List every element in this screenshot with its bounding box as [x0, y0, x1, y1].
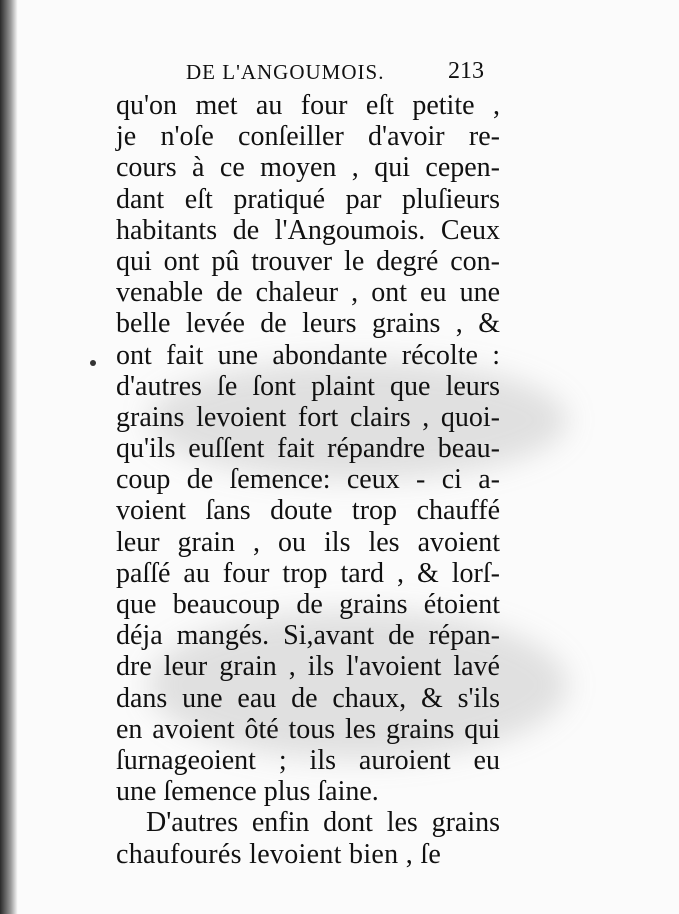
text-line: voient ſans doute trop chauffé: [116, 495, 500, 527]
text-line: grains levoient fort clairs , quoi-: [116, 401, 500, 433]
text-line: déja mangés. Si,avant de répan-: [116, 620, 500, 652]
text-line: coup de ſemence: ceux - ci a-: [116, 464, 500, 496]
text-line: en avoient ôté tous les grains qui: [116, 713, 500, 745]
text-line: belle levée de leurs grains , &: [116, 308, 500, 340]
text-line: chaufourés levoient bien , ſe: [116, 838, 442, 870]
page-number: 213: [448, 58, 484, 84]
text-line: D'autres enfin dont les grains: [146, 807, 500, 839]
text-line: d'autres ſe ſont plaint que leurs: [116, 370, 500, 402]
text-line: que beaucoup de grains étoient: [116, 589, 500, 620]
margin-dot: [90, 360, 96, 366]
text-line: dant eſt pratiqué par pluſieurs: [116, 183, 500, 215]
running-head: DE L'ANGOUMOIS.: [186, 60, 385, 84]
text-line: dre leur grain , ils l'avoient lavé: [116, 651, 500, 683]
text-line: qui ont pû trouver le degré con-: [116, 245, 500, 277]
text-line: qu'ils euſſent fait répandre beau-: [116, 433, 500, 465]
text-line: ont fait une abondante récolte :: [116, 339, 500, 371]
text-line: ſurnageoient ; ils auroient eu: [116, 744, 500, 776]
body-text: [116, 90, 500, 870]
text-line: qu'on met au four eſt petite ,: [116, 90, 500, 121]
text-line: paſſé au four trop tard , & lorſ-: [116, 557, 500, 589]
text-line: leur grain , ou ils les avoient: [116, 526, 500, 558]
text-line: je n'oſe conſeiller d'avoir re-: [116, 121, 500, 153]
text-line: une ſemence plus ſaine.: [116, 776, 379, 808]
text-line: dans une eau de chaux, & s'ils: [116, 682, 500, 714]
page-header: [186, 58, 516, 92]
text-line: venable de chaleur , ont eu une: [116, 277, 500, 309]
text-line: cours à ce moyen , qui cepen-: [116, 152, 500, 184]
page-gutter-shadow: [0, 0, 18, 914]
text-line: habitants de l'Angoumois. Ceux: [116, 214, 500, 246]
